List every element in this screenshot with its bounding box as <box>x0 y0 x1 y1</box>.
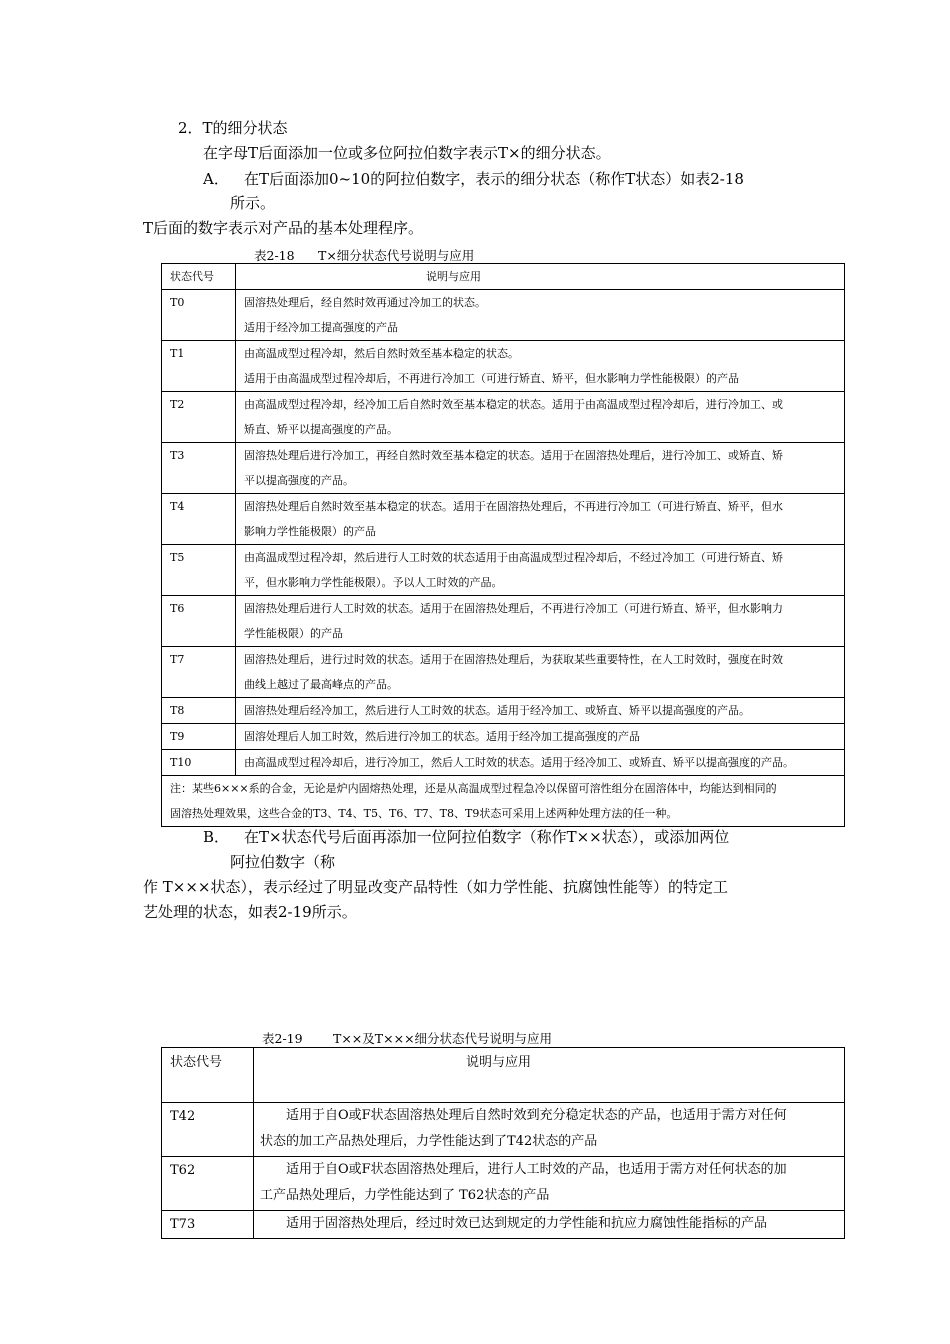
description-cell <box>254 1157 845 1211</box>
table-row <box>162 494 845 545</box>
status-code-cell: T8 <box>162 698 236 724</box>
table-row <box>162 698 845 724</box>
description-cell <box>236 724 845 750</box>
table-2-19-caption-title: T××及T×××细分状态代号说明与应用 <box>333 1031 553 1046</box>
description-line: 固溶处理后人加工时效，然后进行冷加工的状态。适用于经冷加工提高强度的产品 <box>244 730 640 743</box>
header-status-code: 状态代号 <box>162 1048 254 1103</box>
description-line: 曲线上越过了最高峰点的产品。 <box>244 678 398 691</box>
description-line: 影响力学性能极限）的产品 <box>244 525 376 538</box>
table-2-19 <box>161 1047 845 1239</box>
table-row <box>162 724 845 750</box>
description-line: 固溶热处理后进行冷加工，再经自然时效至基本稳定的状态。适用于在固溶热处理后，进行冷加工、或矫直、矫 <box>244 449 783 462</box>
description-cell <box>236 698 845 724</box>
status-code-cell: T62 <box>162 1157 254 1211</box>
description-line: 矫直、矫平以提高强度的产品。 <box>244 423 398 436</box>
header-description: 说明与应用 <box>254 1048 845 1103</box>
status-code-cell: T6 <box>162 596 236 647</box>
status-code-cell: T7 <box>162 647 236 698</box>
description-line <box>260 1183 840 1209</box>
table-row <box>162 750 845 776</box>
description-text: 工产品热处理后，力学性能达到了 T62状态的产品 <box>260 1188 550 1203</box>
item-b-line-2: 阿拉伯数字（称 <box>230 853 336 871</box>
description-line <box>260 1129 840 1155</box>
description-cell <box>254 1211 845 1239</box>
status-code-cell: T3 <box>162 443 236 494</box>
basic-note: T后面的数字表示对产品的基本处理程序。 <box>143 219 424 237</box>
section-heading: 2．T的细分状态 <box>178 119 288 137</box>
description-cell <box>236 494 845 545</box>
description-line <box>260 1103 840 1129</box>
note-line: 固溶热处理效果，这些合金的T3、T4、T5、T6、T7、T8、T9状态可采用上述两种处理方法的任一种。 <box>170 807 678 820</box>
status-code-cell: T10 <box>162 750 236 776</box>
status-code-cell: T4 <box>162 494 236 545</box>
status-code-cell: T2 <box>162 392 236 443</box>
table-header-row <box>162 1048 845 1103</box>
description-line <box>260 1211 840 1237</box>
status-code-cell: T73 <box>162 1211 254 1239</box>
intro-paragraph: 在字母T后面添加一位或多位阿拉伯数字表示T×的细分状态。 <box>203 144 611 162</box>
description-text: 适用于自O或F状态固溶热处理后，进行人工时效的产品，也适用于需方对任何状态的加 <box>286 1162 787 1177</box>
description-cell <box>236 545 845 596</box>
table-row <box>162 392 845 443</box>
table-2-18-caption-title: T×细分状态代号说明与应用 <box>318 248 475 263</box>
table-row <box>162 290 845 341</box>
description-cell <box>236 341 845 392</box>
description-line: 由高温成型过程冷却，经冷加工后自然时效至基本稳定的状态。适用于由高温成型过程冷却后，进行冷加工、或 <box>244 398 783 411</box>
description-line: 固溶热处理后自然时效至基本稳定的状态。适用于在固溶热处理后，不再进行冷加工（可进行矫直、矫平，但水 <box>244 500 783 513</box>
header-status-code: 状态代号 <box>162 264 236 290</box>
table-note <box>162 776 845 827</box>
description-cell <box>236 750 845 776</box>
description-cell <box>236 443 845 494</box>
table-row <box>162 647 845 698</box>
status-code-cell: T42 <box>162 1103 254 1157</box>
description-text: 适用于自O或F状态固溶热处理后自然时效到充分稳定状态的产品，也适用于需方对任何 <box>286 1108 787 1123</box>
table-note-row <box>162 776 845 827</box>
item-b-marker: B． <box>203 828 230 846</box>
note-line: 注：某些6×××系的合金，无论是炉内固熔热处理，还是从高温成型过程急冷以保留可溶性组分在固溶体中，均能达到相同的 <box>170 782 777 795</box>
header-description: 说明与应用 <box>236 264 845 290</box>
status-code-cell: T5 <box>162 545 236 596</box>
description-line: 由高温成型过程冷却，然后自然时效至基本稳定的状态。 <box>244 347 519 360</box>
description-line: 平，但水影响力学性能极限）。予以人工时效的产品。 <box>244 576 503 589</box>
description-line: 由高温成型过程冷却，然后进行人工时效的状态适用于由高温成型过程冷却后，不经过冷加工（可进行矫直、矫 <box>244 551 783 564</box>
table-2-18 <box>161 263 845 827</box>
description-line: 固溶热处理后，经自然时效再通过冷加工的状态。 <box>244 296 486 309</box>
table-row <box>162 1211 845 1239</box>
item-a-line-1: 在T后面添加0~10的阿拉伯数字，表示的细分状态（称作T状态）如表2-18 <box>244 170 744 188</box>
table-row <box>162 1157 845 1211</box>
table-row <box>162 443 845 494</box>
description-cell <box>236 392 845 443</box>
table-2-18-caption-number: 表2-18 <box>254 248 295 263</box>
table-header-row <box>162 264 845 290</box>
description-text: 状态的加工产品热处理后，力学性能达到了T42状态的产品 <box>260 1134 598 1149</box>
description-cell <box>254 1103 845 1157</box>
description-line: 固溶热处理后，进行过时效的状态。适用于在固溶热处理后，为获取某些重要特性，在人工时效时，强度在时效 <box>244 653 783 666</box>
description-line: 学性能极限）的产品 <box>244 627 343 640</box>
description-cell <box>236 290 845 341</box>
description-cell <box>236 647 845 698</box>
table-row <box>162 341 845 392</box>
description-line: 固溶热处理后经冷加工，然后进行人工时效的状态。适用于经冷加工、或矫直、矫平以提高强度的产品。 <box>244 704 750 717</box>
description-text: 适用于固溶热处理后，经过时效已达到规定的力学性能和抗应力腐蚀性能指标的产品 <box>286 1216 768 1231</box>
table-row <box>162 1103 845 1157</box>
description-line: 平以提高强度的产品。 <box>244 474 354 487</box>
status-code-cell: T0 <box>162 290 236 341</box>
item-b-line-3: 作 T×××状态），表示经过了明显改变产品特性（如力学性能、抗腐蚀性能等）的特定工 <box>143 878 728 896</box>
table-row <box>162 596 845 647</box>
item-a-marker: A． <box>203 170 229 188</box>
description-cell <box>236 596 845 647</box>
item-b-line-1: 在T×状态代号后面再添加一位阿拉伯数字（称作T××状态），或添加两位 <box>244 828 730 846</box>
table-2-19-caption-number: 表2-19 <box>262 1031 303 1046</box>
status-code-cell: T1 <box>162 341 236 392</box>
description-line: 适用于由高温成型过程冷却后，不再进行冷加工（可进行矫直、矫平，但水影响力学性能极限）的产品 <box>244 372 739 385</box>
table-row <box>162 545 845 596</box>
description-line: 适用于经冷加工提高强度的产品 <box>244 321 398 334</box>
description-line <box>260 1157 840 1183</box>
description-line: 由高温成型过程冷却后，进行冷加工，然后人工时效的状态。适用于经冷加工、或矫直、矫平以提高强度的产品。 <box>244 756 794 769</box>
status-code-cell: T9 <box>162 724 236 750</box>
item-a-line-2: 所示。 <box>230 194 276 212</box>
item-b-line-4: 艺处理的状态，如表2-19所示。 <box>143 903 357 921</box>
description-line: 固溶热处理后进行人工时效的状态。适用于在固溶热处理后，不再进行冷加工（可进行矫直、矫平，但水影响力 <box>244 602 783 615</box>
